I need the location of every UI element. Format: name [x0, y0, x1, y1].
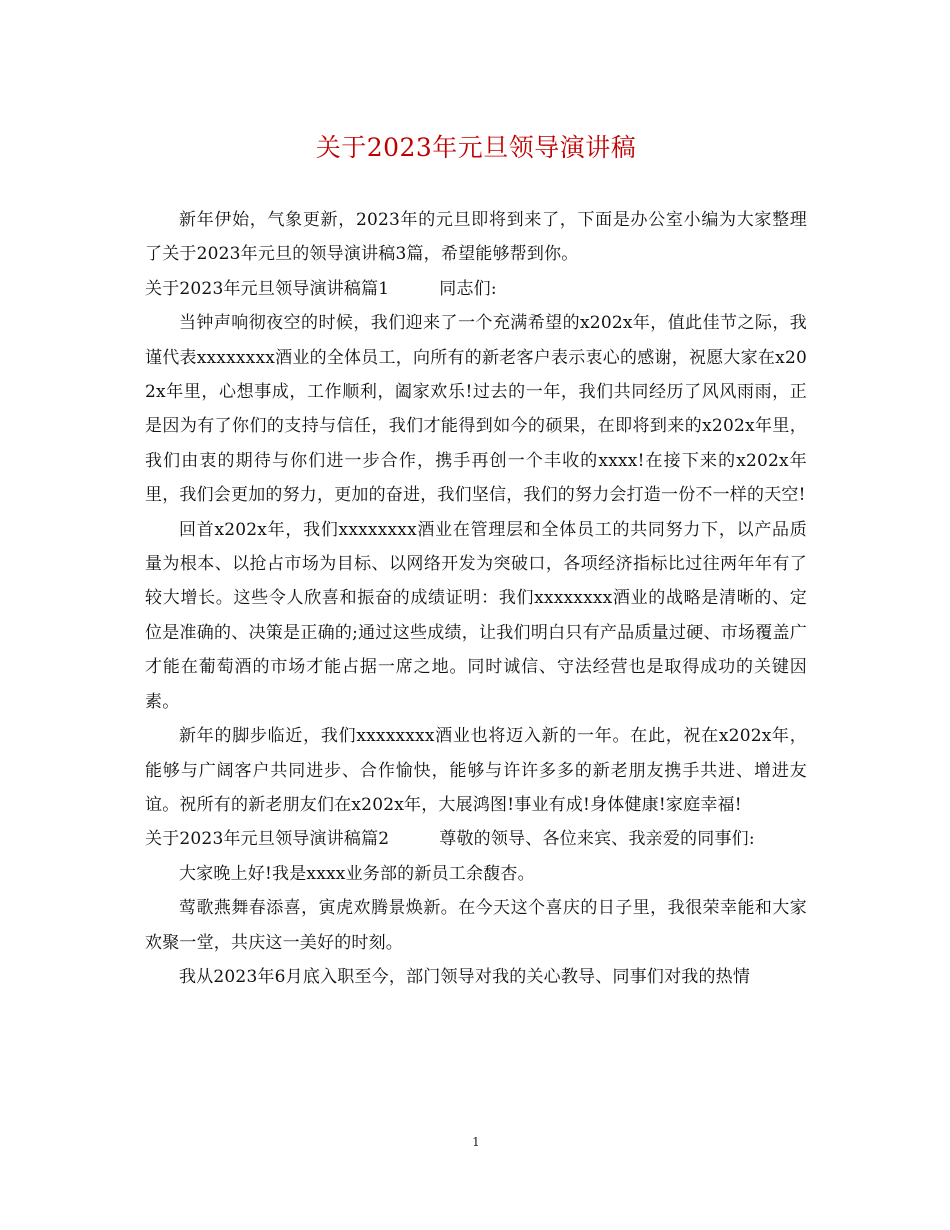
section-2-paragraph-1: 大家晚上好!我是xxxx业务部的新员工余馥杏。: [179, 863, 535, 884]
page-number: 1: [472, 1135, 480, 1149]
section-1-paragraph-2: 回首x202x年，我们xxxxxxxx酒业在管理层和全体员工的共同努力下，以产品质量为根本、以抢占市场为目标、以网络开发为突破口，各项经济指标比过往两年年有了较大增长。这些令人欣喜和振奋的成绩证明：我们xxxxxxxx酒业的战略是清晰的、定位是准确的、决策是正确的;通过这些成绩，让我们明白只有产品质量过硬、市场覆盖广才能在葡萄酒的市场才能占据一席之地。同时诚信、守法经营也是取得成功的关键因素。: [145, 519, 807, 712]
section-1-heading: 关于2023年元旦领导演讲稿篇1: [145, 278, 390, 299]
section-2-salutation: 尊敬的领导、各位来宾、我亲爱的同事们:: [439, 829, 755, 850]
document-page: [145, 0, 807, 1230]
section-2-heading: 关于2023年元旦领导演讲稿篇2: [145, 829, 390, 850]
section-1-paragraph-3: 新年的脚步临近，我们xxxxxxxx酒业也将迈入新的一年。在此，祝在x202x年，能够与广阔客户共同进步、合作愉快，能够与许许多多的新老朋友携手共进、增进友谊。祝所有的新老朋友们在x202x年，大展鸿图!事业有成!身体健康!家庭幸福!: [145, 726, 807, 815]
section-1-salutation: 同志们:: [439, 278, 497, 299]
document-body: [145, 203, 807, 994]
section-2-heading-line: [145, 822, 807, 856]
document-title: 关于2023年元旦领导演讲稿: [315, 133, 637, 162]
section-1-paragraph-1: 当钟声响彻夜空的时候，我们迎来了一个充满希望的x202x年，值此佳节之际，我谨代表xxxxxxxx酒业的全体员工，向所有的新老客户表示衷心的感谢，祝愿大家在x202x年里，心想事成，工作顺利，阖家欢乐!过去的一年，我们共同经历了风风雨雨，正是因为有了你们的支持与信任，我们才能得到如今的硕果，在即将到来的x202x年里，我们由衷的期待与你们进一步合作，携手再创一个丰收的xxxx!在接下来的x202x年里，我们会更加的努力，更加的奋进，我们坚信，我们的努力会打造一份不一样的天空!: [145, 313, 807, 506]
section-1-heading-line: [145, 272, 807, 306]
section-2-paragraph-3: 我从2023年6月底入职至今，部门领导对我的关心教导、同事们对我的热情: [179, 966, 751, 987]
intro-paragraph: 新年伊始，气象更新，2023年的元旦即将到来了，下面是办公室小编为大家整理了关于2023年元旦的领导演讲稿3篇，希望能够帮到你。: [145, 210, 807, 265]
section-2-paragraph-2: 莺歌燕舞春添喜，寅虎欢腾景焕新。在今天这个喜庆的日子里，我很荣幸能和大家欢聚一堂，共庆这一美好的时刻。: [145, 898, 807, 953]
